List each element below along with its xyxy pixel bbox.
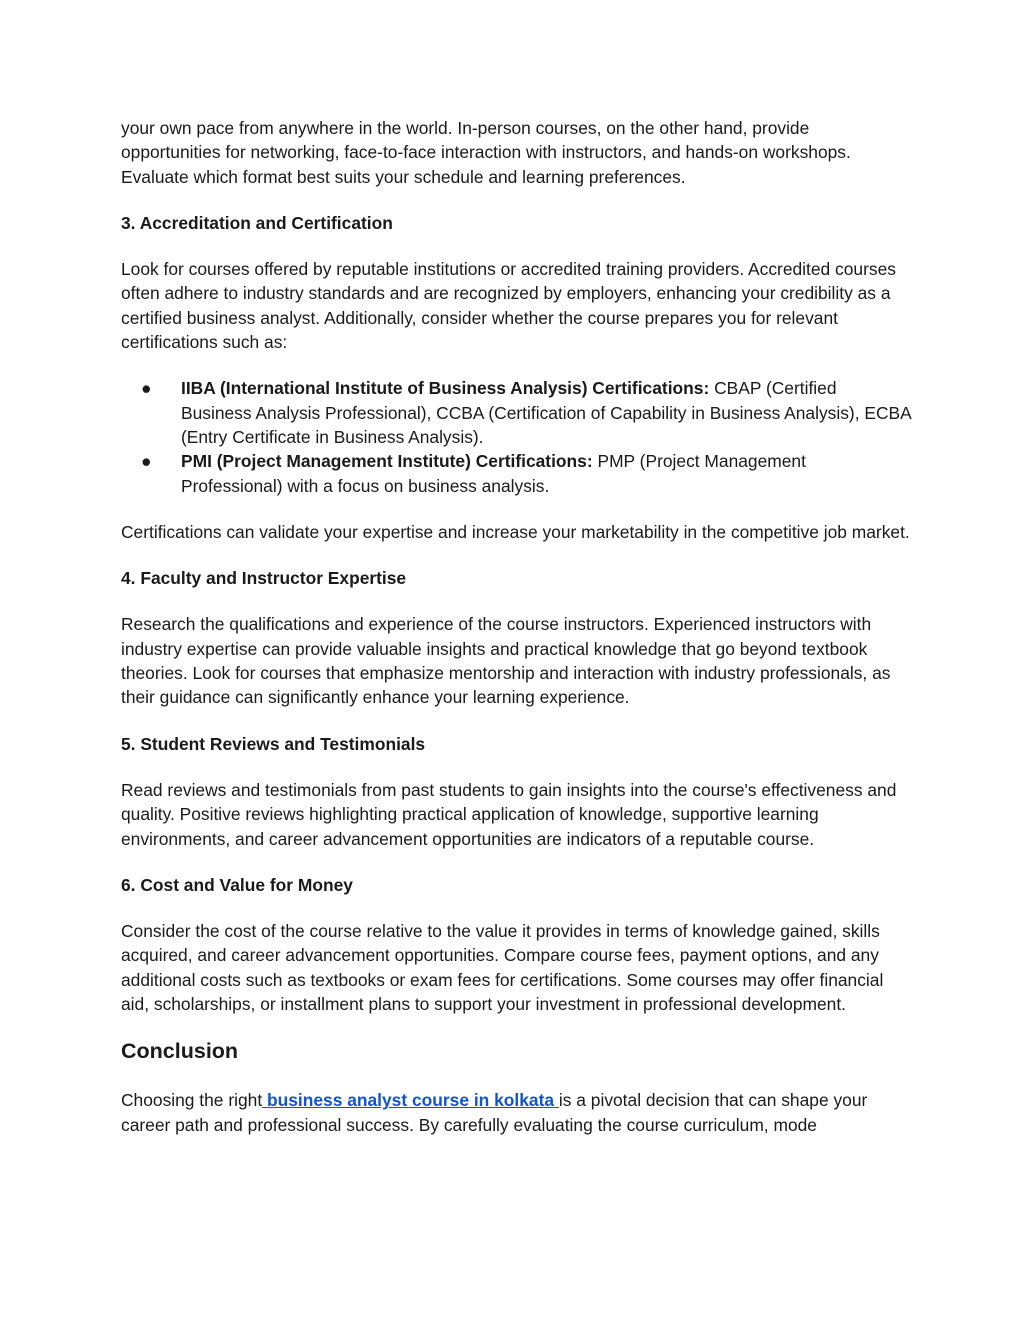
list-item (121, 449, 911, 498)
list-item (121, 376, 911, 449)
document-page (121, 116, 911, 1137)
list-item-text: PMP (Project Management Professional) with a focus on business analysis. (181, 451, 806, 496)
bullet-icon: ● (141, 451, 152, 472)
section-3-closing: Certifications can validate your expertise and increase your marketability in the competitive job market. (121, 521, 910, 542)
conclusion-heading: Conclusion (121, 1039, 239, 1064)
section-6-heading: 6. Cost and Value for Money (121, 874, 353, 895)
section-6-paragraph: Consider the cost of the course relative to the value it provides in terms of knowledge gained, skills acquired, and career advancement opportunities. Compare course fees, payment options, and any additional costs such as textbooks or exam fees for certifications. Some courses may offer financial aid, scholarships, or installment plans to support your investment in professional development. (121, 921, 884, 1015)
conclusion-text-before: Choosing the right (121, 1090, 263, 1111)
list-item-bold: PMI (Project Management Institute) Certifications: (181, 451, 593, 472)
section-3-heading: 3. Accreditation and Certification (121, 212, 393, 233)
conclusion-text-after: is a pivotal decision that can shape your career path and professional success. By carefully evaluating the course curriculum, mode (121, 1090, 868, 1135)
list-item-text: CBAP (Certified Business Analysis Professional), CCBA (Certification of Capability in Business Analysis), ECBA (Entry Certificate in Business Analysis). (181, 378, 911, 447)
section-4-paragraph: Research the qualifications and experience of the course instructors. Experienced instructors with industry expertise can provide valuable insights and practical knowledge that go beyond textbook theories. Look for courses that emphasize mentorship and interaction with industry professionals, as their guidance can significantly enhance your learning experience. (121, 614, 891, 708)
section-5-paragraph: Read reviews and testimonials from past students to gain insights into the course's effectiveness and quality. Positive reviews highlighting practical application of knowledge, supportive learning environments, and career advancement opportunities are indicators of a reputable course. (121, 779, 897, 849)
certification-list (121, 376, 911, 497)
section-4-heading: 4. Faculty and Instructor Expertise (121, 568, 407, 589)
list-item-bold: IIBA (International Institute of Business Analysis) Certifications: (181, 378, 710, 399)
bullet-icon: ● (141, 378, 152, 399)
section-3-paragraph: Look for courses offered by reputable institutions or accredited training providers. Accredited courses often adhere to industry standards and are recognized by employers, enhancing your credibility as a certified business analyst. Additionally, consider whether the course prepares you for relevant certifications such as: (121, 259, 896, 353)
course-link[interactable]: business analyst course in kolkata (262, 1090, 559, 1111)
section-5-heading: 5. Student Reviews and Testimonials (121, 733, 426, 754)
intro-paragraph: your own pace from anywhere in the world. In-person courses, on the other hand, provide opportunities for networking, face-to-face interaction with instructors, and hands-on workshops. Evaluate which format best suits your schedule and learning preferences. (121, 118, 851, 187)
conclusion-paragraph (121, 1088, 911, 1137)
